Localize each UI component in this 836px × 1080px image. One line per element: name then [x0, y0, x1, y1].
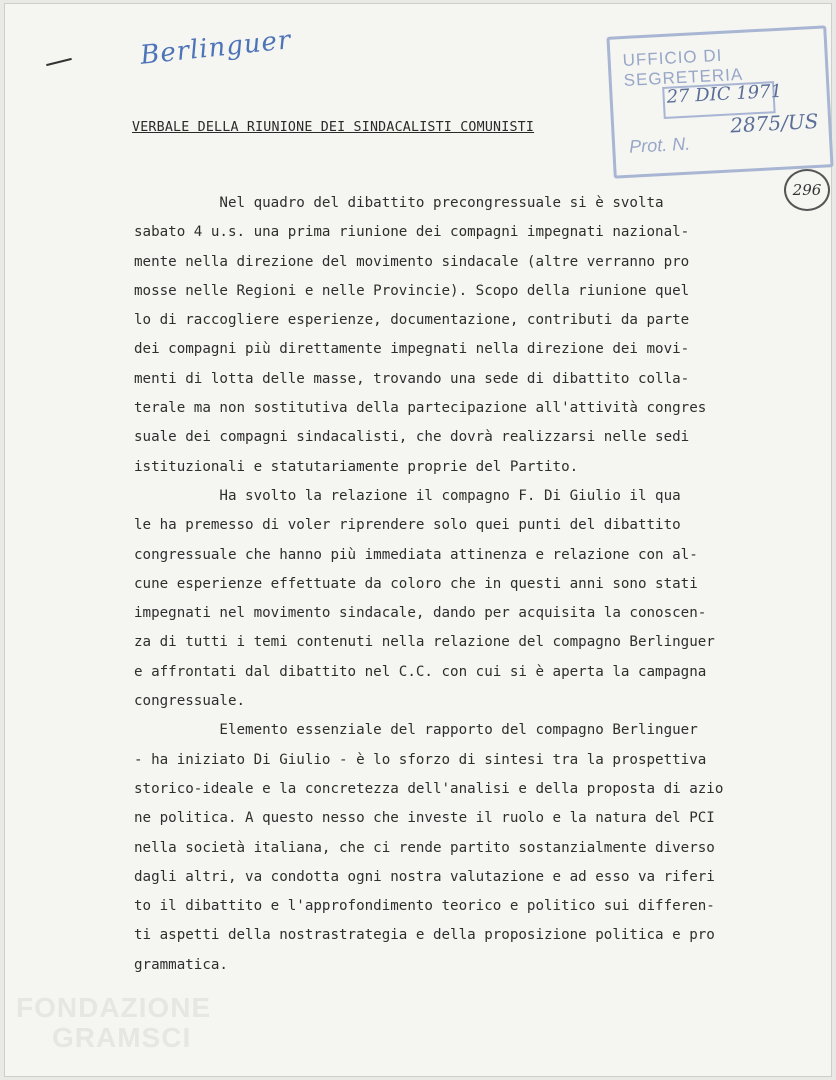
body-line: mente nella direzione del movimento sindacale (altre verranno pro — [134, 253, 690, 270]
watermark-line-1: FONDAZIONE — [16, 992, 212, 1023]
body-line: Nel quadro del dibattito precongressuale si è svolta — [134, 195, 664, 211]
body-line: dagli altri, va condotta ogni nostra valutazione e ad esso va riferi — [134, 868, 715, 885]
body-line: cune esperienze effettuate da coloro che in questi anni sono stati — [134, 575, 698, 592]
body-line: Ha svolto la relazione il compagno F. Di Giulio il qua — [134, 487, 681, 504]
stamp-office-label: UFFICIO DI SEGRETERIA — [622, 45, 744, 90]
page-number: 296 — [784, 169, 830, 211]
body-line: le ha premesso di voler riprendere solo quei punti del dibattito — [134, 517, 681, 534]
body-line: lo di raccogliere esperienze, documentazione, contributi da parte — [134, 312, 690, 329]
body-line: storico-ideale e la concretezza dell'analisi e della proposta di azio — [134, 780, 724, 797]
body-line: ne politica. A questo nesso che investe il ruolo e la natura del PCI — [134, 810, 715, 827]
stamp-date: 27 DIC 1971 — [666, 80, 783, 108]
body-line: impegnati nel movimento sindacale, dando per acquisita la conoscen- — [134, 605, 707, 622]
body-line: Elemento essenziale del rapporto del compagno Berlinguer — [134, 722, 698, 739]
body-line: grammatica. — [134, 956, 228, 973]
body-line: menti di lotta delle masse, trovando una sede di dibattito colla- — [134, 370, 690, 387]
watermark — [16, 993, 211, 1053]
watermark-line-2: GRAMSCI — [52, 1022, 192, 1053]
body-line: mosse nelle Regioni e nelle Provincie). Scopo della riunione quel — [134, 282, 690, 299]
document-page — [4, 3, 832, 1077]
body-line: sabato 4 u.s. una prima riunione dei compagni impegnati nazional- — [134, 224, 690, 241]
stamp-protocol-number: 2875/US — [729, 108, 819, 138]
body-line: suale dei compagni sindacalisti, che dovrà realizzarsi nelle sedi — [134, 429, 690, 446]
handwritten-name: Berlinguer — [138, 25, 293, 71]
stamp-protocol-label: Prot. N. — [628, 133, 691, 157]
body-line: - ha iniziato Di Giulio - è lo sforzo di sintesi tra la prospettiva — [134, 751, 707, 768]
body-line: e affrontati dal dibattito nel C.C. con cui si è aperta la campagna — [134, 663, 707, 680]
body-line: nella società italiana, che ci rende partito sostanzialmente diverso — [134, 839, 715, 856]
body-line: terale ma non sostitutiva della partecipazione all'attività congres — [134, 400, 707, 417]
pen-mark — [46, 58, 72, 66]
body-line: ti aspetti della nostrastrategia e della proposizione politica e pro — [134, 927, 715, 944]
office-stamp — [606, 25, 833, 178]
body-line: istituzionali e statutariamente proprie del Partito. — [134, 458, 579, 475]
body-line: to il dibattito e l'approfondimento teorico e politico sui differen- — [134, 898, 715, 915]
body-line: congressuale che hanno più immediata attinenza e relazione con al- — [134, 546, 698, 563]
document-title: VERBALE DELLA RIUNIONE DEI SINDACALISTI COMUNISTI — [132, 120, 535, 135]
body-line: za di tutti i temi contenuti nella relazione del compagno Berlinguer — [134, 634, 715, 651]
body-line: congressuale. — [134, 693, 246, 710]
document-body — [134, 189, 834, 980]
body-line: dei compagni più direttamente impegnati nella direzione dei movi- — [134, 341, 690, 358]
